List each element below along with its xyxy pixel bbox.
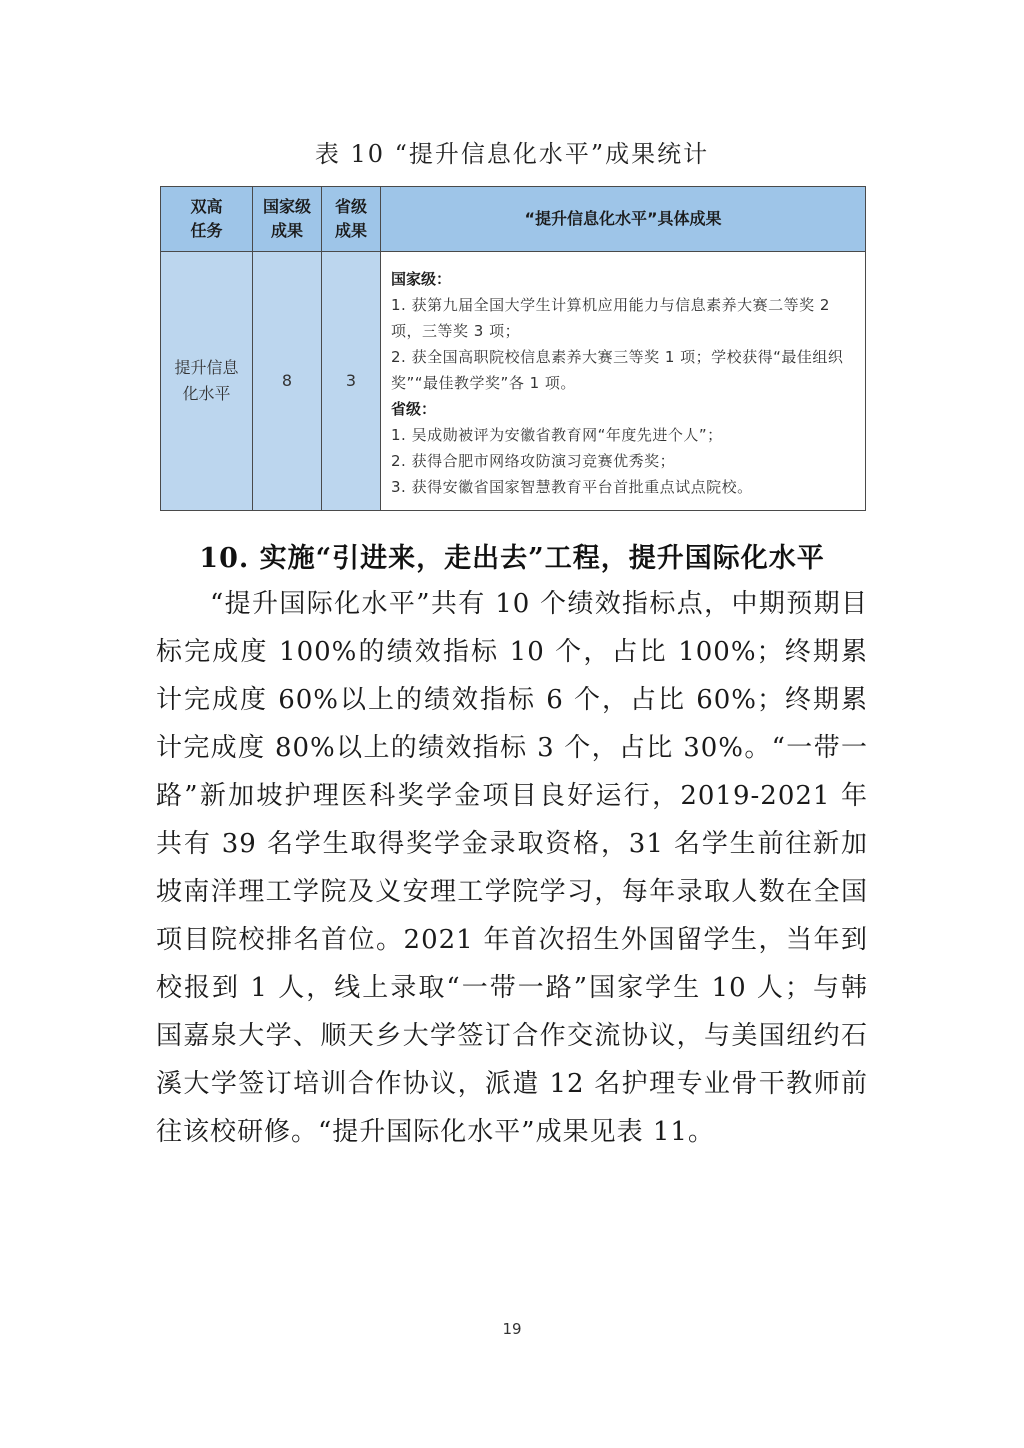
results-table <box>160 186 866 511</box>
header-task: 双高 任务 <box>161 187 253 252</box>
body-paragraph: “提升国际化水平”共有 10 个绩效指标点，中期预期目标完成度 100%的绩效指标 10 个，占比 100%；终期累计完成度 60%以上的绩效指标 6 个，占比 60%；终期累计完成度 80%以上的绩效指标 3 个，占比 30%。“一带一路”新加坡护理医科奖学金项目良好运行，2019-2021 年共有 39 名学生取得奖学金录取资格，31 名学生前往新加坡南洋理工学院及义安理工学院学习，每年录取人数在全国项目院校排名首位。2021 年首次招生外国留学生，当年到校报到 1 人，线上录取“一带一路”国家学生 10 人；与韩国嘉泉大学、顺天乡大学签订合作交流协议，与美国纽约石溪大学签订培训合作协议，派遣 12 名护理专业骨干教师前往该校研修。“提升国际化水平”成果见表 11。 <box>156 589 868 1147</box>
provincial-item: 1. 吴成勋被评为安徽省教育网“年度先进个人”； <box>391 426 723 444</box>
table-caption: 表 10 “提升信息化水平”成果统计 <box>314 140 710 168</box>
national-item: 1. 获第九届全国大学生计算机应用能力与信息素养大赛二等奖 2 项，三等奖 3 项； <box>391 296 830 340</box>
provincial-item: 3. 获得安徽省国家智慧教育平台首批重点试点院校。 <box>391 478 753 496</box>
cell-national-count: 8 <box>253 252 322 511</box>
cell-detail <box>381 252 866 511</box>
national-item: 2. 获全国高职院校信息素养大赛三等奖 1 项；学校获得“最佳组织奖”“最佳教学奖”各 1 项。 <box>391 348 844 392</box>
table-header-row <box>161 187 866 252</box>
section-heading: 10. 实施“引进来，走出去”工程，提升国际化水平 <box>199 543 825 574</box>
national-heading: 国家级： <box>391 270 452 288</box>
table-row <box>161 252 866 511</box>
provincial-heading: 省级： <box>391 400 437 418</box>
header-national: 国家级 成果 <box>253 187 322 252</box>
cell-task: 提升信息 化水平 <box>161 252 253 511</box>
page-number: 19 <box>502 1320 522 1338</box>
provincial-item: 2. 获得合肥市网络攻防演习竞赛优秀奖； <box>391 452 676 470</box>
header-detail: “提升信息化水平”具体成果 <box>381 187 866 252</box>
header-provincial: 省级 成果 <box>322 187 381 252</box>
cell-provincial-count: 3 <box>322 252 381 511</box>
